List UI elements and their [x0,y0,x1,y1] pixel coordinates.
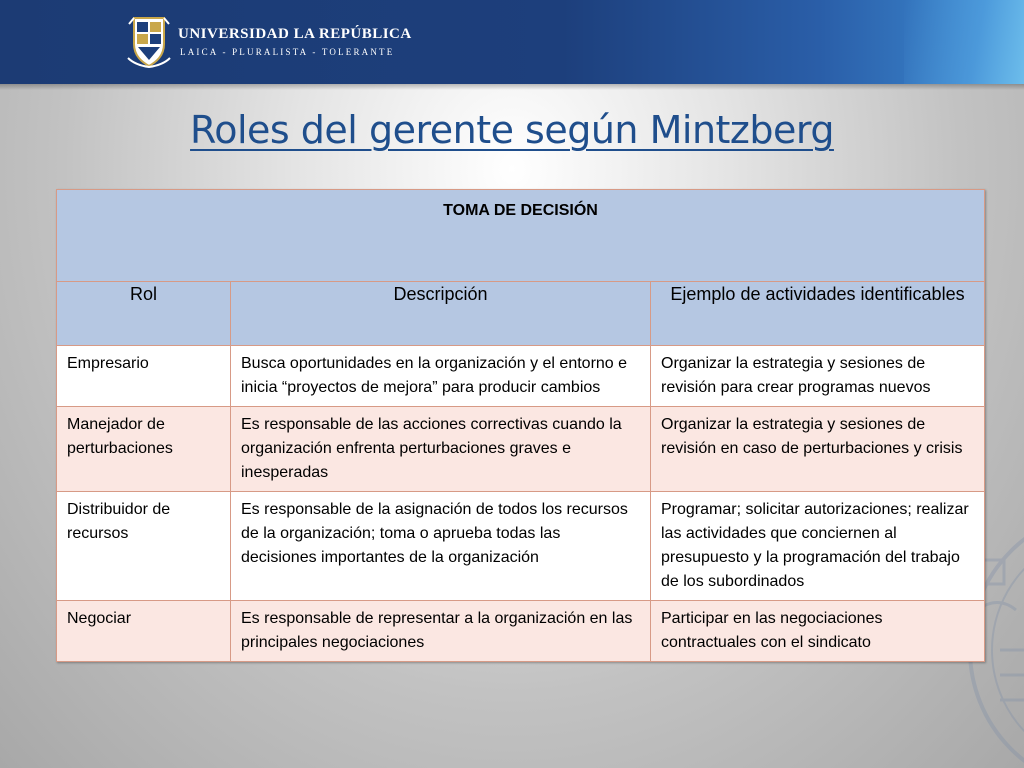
cell-rol: Negociar [57,601,231,662]
table-row [57,346,985,407]
cell-rol: Manejador de perturbaciones [57,407,231,492]
cell-descripcion: Busca oportunidades en la organización y el entorno e inicia “proyectos de mejora” para producir cambios [231,346,651,407]
table-row [57,601,985,662]
cell-descripcion: Es responsable de las acciones correctivas cuando la organización enfrenta perturbaciones graves e inesperadas [231,407,651,492]
table-header-row [57,282,985,346]
cell-ejemplo: Organizar la estrategia y sesiones de revisión en caso de perturbaciones y crisis [651,407,985,492]
cell-ejemplo: Programar; solicitar autorizaciones; realizar las actividades que conciernen al presupuesto y la programación del trabajo de los subordinados [651,492,985,601]
university-name: UNIVERSIDAD LA REPÚBLICA [178,26,412,42]
table-row [57,492,985,601]
table-row [57,407,985,492]
cell-descripcion: Es responsable de la asignación de todos los recursos de la organización; toma o aprueba todas las decisiones importantes de la organización [231,492,651,601]
cell-rol: Empresario [57,346,231,407]
decision-roles-table [56,189,985,662]
header-ejemplo: Ejemplo de actividades identificables [651,282,985,346]
cell-descripcion: Es responsable de representar a la organización en las principales negociaciones [231,601,651,662]
header-descripcion: Descripción [231,282,651,346]
slide-title: Roles del gerente según Mintzberg [190,108,834,152]
university-motto: LAICA - PLURALISTA - TOLERANTE [180,47,395,57]
cell-ejemplo: Participar en las negociaciones contractuales con el sindicato [651,601,985,662]
header-rol: Rol [57,282,231,346]
table-caption-row [57,190,985,282]
university-crest-icon [126,14,172,68]
table-caption: TOMA DE DECISIÓN [57,190,985,282]
header-shadow [0,84,1024,90]
cell-rol: Distribuidor de recursos [57,492,231,601]
cell-ejemplo: Organizar la estrategia y sesiones de revisión para crear programas nuevos [651,346,985,407]
